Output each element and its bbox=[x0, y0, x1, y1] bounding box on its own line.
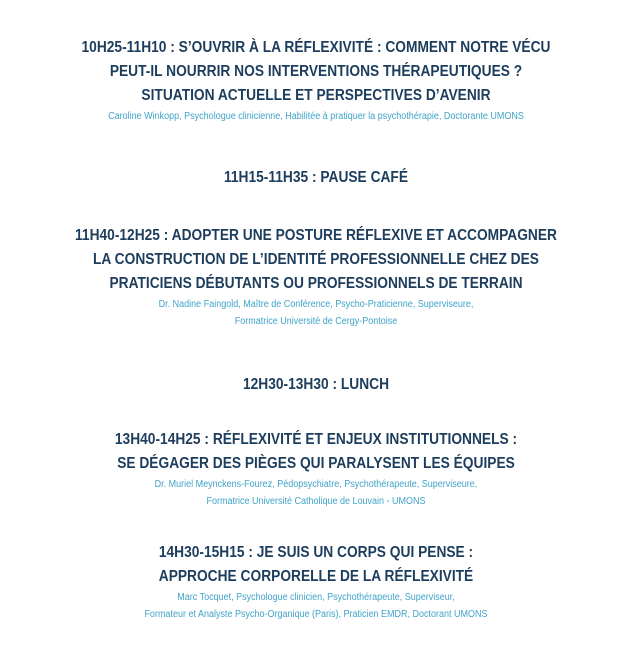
session-reflexivite-vecu bbox=[0, 36, 632, 125]
session-title-line: PEUT-IL NOURRIR NOS INTERVENTIONS THÉRAPEUTIQUES ? bbox=[109, 63, 523, 80]
session-title-line: 11H40-12H25 : ADOPTER UNE POSTURE RÉFLEXIVE ET ACCOMPAGNER bbox=[75, 227, 557, 244]
session-title-line: 11H15-11H35 : PAUSE CAFÉ bbox=[223, 169, 409, 186]
speaker-info: Formatrice Université Catholique de Louvain - UMONS bbox=[206, 496, 426, 507]
speaker-info: Caroline Winkopp, Psychologue clinicienne, Habilitée à pratiquer la psychothérapie, Doctorante UMONS bbox=[108, 111, 524, 122]
session-title-line: 12H30-13H30 : LUNCH bbox=[242, 376, 390, 393]
session-enjeux-institutionnels bbox=[0, 428, 632, 510]
session-title-line: 13H40-14H25 : RÉFLEXIVITÉ ET ENJEUX INSTITUTIONNELS : bbox=[114, 431, 518, 448]
session-title-line: PRATICIENS DÉBUTANTS OU PROFESSIONNELS DE TERRAIN bbox=[109, 275, 523, 292]
speaker-info: Formateur et Analyste Psycho-Organique (Paris), Praticien EMDR, Doctorant UMONS bbox=[144, 609, 488, 620]
speaker-info: Dr. Nadine Faingold, Maître de Conférence, Psycho-Praticienne, Superviseure, bbox=[158, 299, 474, 310]
session-corps-qui-pense bbox=[0, 541, 632, 623]
speaker-info: Dr. Muriel Meynckens-Fourez, Pédopsychiatre, Psychothérapeute, Superviseure, bbox=[154, 479, 478, 490]
speaker-info: Marc Tocquet, Psychologue clinicien, Psychothérapeute, Superviseur, bbox=[177, 592, 455, 603]
session-pause-cafe bbox=[0, 166, 632, 190]
session-title-line: 10H25-11H10 : S’OUVRIR À LA RÉFLEXIVITÉ : COMMENT NOTRE VÉCU bbox=[81, 39, 551, 56]
session-title-line: APPROCHE CORPORELLE DE LA RÉFLEXIVITÉ bbox=[158, 568, 474, 585]
session-title-line: LA CONSTRUCTION DE L’IDENTITÉ PROFESSIONNELLE CHEZ DES bbox=[93, 251, 539, 268]
session-lunch bbox=[0, 373, 632, 397]
speaker-info: Formatrice Université de Cergy-Pontoise bbox=[234, 316, 398, 327]
session-title-line: SITUATION ACTUELLE ET PERSPECTIVES D’AVENIR bbox=[141, 87, 491, 104]
session-posture-reflexive bbox=[0, 224, 632, 330]
session-title-line: 14H30-15H15 : JE SUIS UN CORPS QUI PENSE : bbox=[158, 544, 474, 561]
session-title-line: SE DÉGAGER DES PIÈGES QUI PARALYSENT LES ÉQUIPES bbox=[117, 455, 515, 472]
